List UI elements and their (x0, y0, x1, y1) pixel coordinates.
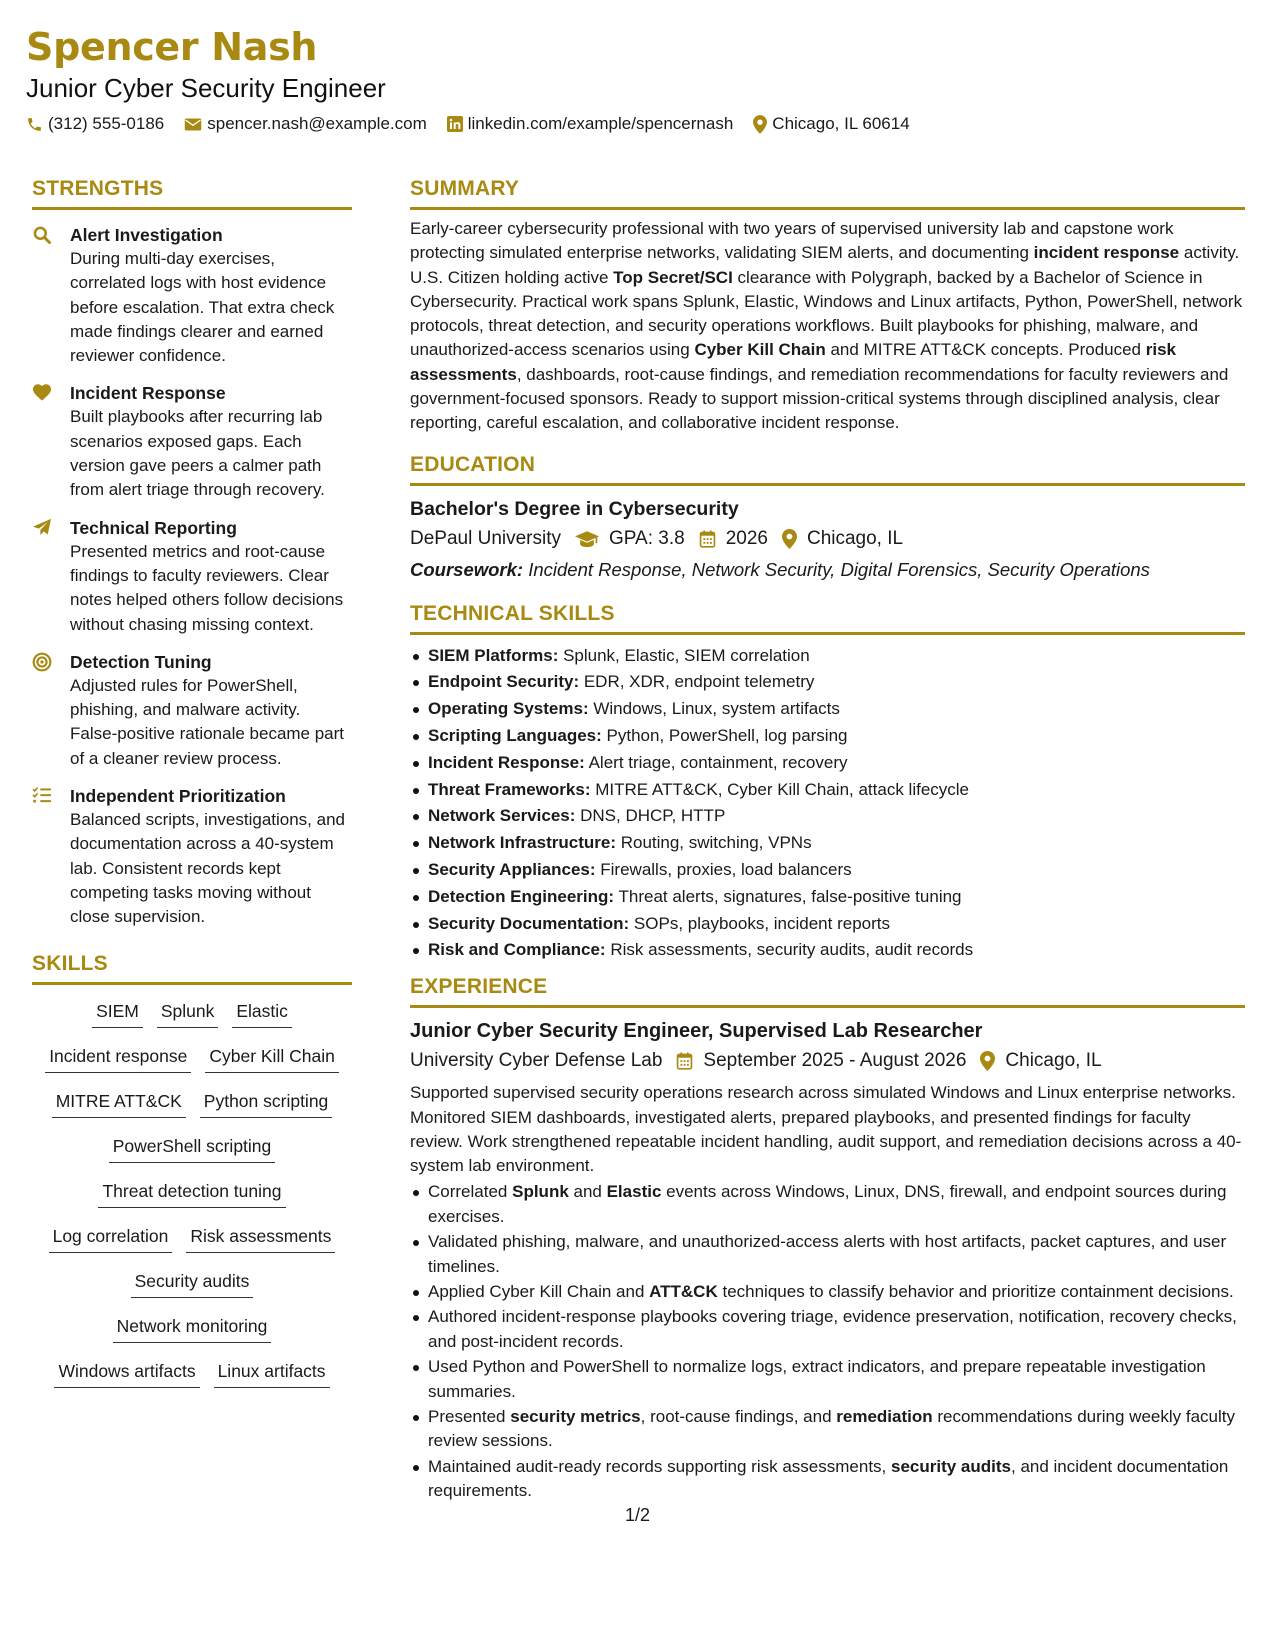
bullet-run: Used Python and PowerShell to normalize logs, extract indicators, and prepare repeatable investigation summaries. (428, 1357, 1206, 1401)
summary-run: activity. U.S. Citizen holding active (410, 243, 1240, 287)
skill-category: Risk and Compliance: (428, 940, 606, 960)
strength-title: Independent Prioritization (70, 786, 286, 807)
list-item (410, 803, 1245, 830)
skill-tag: Log correlation (49, 1222, 173, 1253)
gpa-text: GPA: 3.8 (609, 527, 685, 549)
skill-tag-row (32, 1357, 352, 1402)
bullet-run: techniques to classify behavior and prioritize containment decisions. (717, 1281, 1234, 1301)
skill-values: Splunk, Elastic, SIEM correlation (558, 645, 810, 665)
skill-category: Network Services: (428, 806, 576, 826)
coursework (410, 556, 1245, 584)
skill-category: Network Infrastructure: (428, 833, 616, 853)
skill-tag: Risk assessments (186, 1222, 335, 1253)
strength-item (32, 650, 352, 771)
phone-icon (26, 116, 43, 133)
job-title: Junior Cyber Security Engineer, Supervised Lab Researcher (410, 1020, 983, 1043)
skill-values: Risk assessments, security audits, audit records (605, 940, 974, 960)
skill-tag-row (32, 1312, 352, 1357)
bullet-run: Maintained audit-ready records supporting risk assessments, (428, 1456, 891, 1476)
skill-values: EDR, XDR, endpoint telemetry (579, 672, 815, 692)
list-item (410, 777, 1245, 804)
paper-plane-icon (32, 518, 52, 536)
skill-values: Python, PowerShell, log parsing (601, 726, 848, 746)
skill-category: Security Appliances: (428, 860, 596, 880)
job-meta (410, 1047, 1245, 1075)
skill-tag: PowerShell scripting (109, 1132, 276, 1163)
experience-heading: EXPERIENCE (410, 975, 548, 999)
summary-emphasis: risk assessments (410, 340, 1176, 384)
summary-emphasis: Top Secret/SCI (613, 267, 733, 287)
envelope-icon (184, 117, 202, 132)
skill-tag-row (32, 1042, 352, 1087)
summary-emphasis: Cyber Kill Chain (694, 340, 826, 360)
strength-description: Presented metrics and root-cause findings to faculty reviewers. Clear notes helped others follow decisions without chasing missing context. (70, 541, 344, 634)
skill-tag: SIEM (92, 997, 143, 1028)
strength-title: Technical Reporting (70, 517, 237, 538)
organization-name: University Cyber Defense Lab (410, 1050, 663, 1072)
technical-skills-list (410, 643, 1245, 965)
strength-title: Incident Response (70, 383, 226, 404)
bullet-run: Validated phishing, malware, and unauthorized-access alerts with host artifacts, packet captures, and user timelines. (428, 1232, 1227, 1276)
strength-description: Balanced scripts, investigations, and documentation across a 40-system lab. Consistent records kept competing tasks moving without close supervision. (70, 810, 345, 927)
list-item (410, 696, 1245, 723)
list-item (410, 830, 1245, 857)
strength-description: During multi-day exercises, correlated logs with host evidence before escalation. That extra check made findings clearer and earned reviewer confidence. (70, 249, 335, 366)
strength-item (32, 516, 352, 637)
list-item (410, 1305, 1245, 1354)
checklist-icon (32, 786, 52, 804)
list-item (410, 911, 1245, 938)
skill-tag: Network monitoring (113, 1312, 272, 1343)
job-dates: September 2025 - August 2026 (703, 1050, 967, 1072)
right-column (410, 176, 1245, 1505)
search-icon (32, 225, 52, 245)
section-divider (410, 632, 1245, 635)
strength-description: Built playbooks after recurring lab scenarios exposed gaps. Each version gave peers a calmer path from alert triage through recovery. (70, 407, 325, 500)
linkedin-icon (447, 116, 463, 132)
strengths-heading: STRENGTHS (32, 177, 164, 200)
linkedin-text: linkedin.com/example/spencernash (467, 114, 734, 133)
summary-heading: SUMMARY (410, 177, 520, 200)
list-item (410, 857, 1245, 884)
coursework-list: Incident Response, Network Security, Digital Forensics, Security Operations (523, 558, 1150, 580)
bullet-run: events across Windows, Linux, DNS, firewall, and endpoint sources during exercises. (428, 1182, 1227, 1226)
bullet-run: , root-cause findings, and (640, 1407, 837, 1427)
target-icon (32, 652, 52, 672)
strength-item (32, 223, 352, 368)
contact-linkedin[interactable] (447, 114, 734, 134)
list-item (410, 1355, 1245, 1404)
bullet-emphasis: security metrics (510, 1407, 641, 1427)
list-item (410, 1405, 1245, 1454)
calendar-icon (699, 530, 716, 548)
job-description: Supported supervised security operations research across simulated Windows and Linux enterprise networks. Monitored SIEM dashboards, investigated alerts, prepared playbooks, and presented findings for faculty review. Work strengthened repeatable incident handling, audit support, and remediation decisions across a 40-system lab environment. (410, 1083, 1242, 1176)
experience-bullets (410, 1180, 1245, 1503)
skill-values: Routing, switching, VPNs (615, 833, 812, 853)
strength-description: Adjusted rules for PowerShell, phishing, and malware activity. False-positive rationale became part of a cleaner review process. (70, 675, 345, 768)
skill-category: Security Documentation: (428, 913, 630, 933)
bullet-emphasis: Splunk (512, 1182, 569, 1202)
section-divider (32, 982, 352, 985)
skill-values: Firewalls, proxies, load balancers (595, 860, 852, 880)
skill-tag-row (32, 1222, 352, 1267)
bullet-emphasis: remediation (836, 1407, 933, 1427)
phone-text: (312) 555-0186 (48, 114, 165, 133)
list-item (410, 1180, 1245, 1229)
section-divider (410, 1005, 1245, 1008)
list-item (410, 750, 1245, 777)
contact-phone[interactable] (26, 114, 164, 134)
skill-tag: Python scripting (200, 1087, 333, 1118)
location-text: Chicago, IL 60614 (772, 114, 910, 133)
skill-values: Windows, Linux, system artifacts (588, 699, 840, 719)
email-text: spencer.nash@example.com (207, 114, 427, 133)
candidate-name: Spencer Nash (26, 25, 318, 69)
school-name: DePaul University (410, 527, 561, 549)
education-meta (410, 525, 1245, 553)
bullet-run: Authored incident-response playbooks covering triage, evidence preservation, notification, recovery checks, and post-incident records. (428, 1307, 1237, 1351)
skill-category: Incident Response: (428, 752, 585, 772)
job-location: Chicago, IL (1005, 1050, 1102, 1072)
list-item (410, 1455, 1245, 1504)
contact-email[interactable] (184, 114, 426, 134)
skill-tag-row (32, 1132, 352, 1177)
education-heading: EDUCATION (410, 452, 536, 476)
skill-values: Threat alerts, signatures, false-positive tuning (614, 886, 962, 906)
skill-tag: Splunk (157, 997, 219, 1028)
list-item (410, 723, 1245, 750)
summary-emphasis: incident response (1033, 243, 1180, 263)
skill-tag: Incident response (45, 1042, 191, 1073)
strength-title: Detection Tuning (70, 651, 212, 672)
skill-tag: Windows artifacts (54, 1357, 199, 1388)
skill-category: Threat Frameworks: (428, 779, 591, 799)
contact-bar (26, 114, 1249, 134)
skill-values: DNS, DHCP, HTTP (575, 806, 726, 826)
resume-header (26, 24, 1249, 134)
skill-category: Detection Engineering: (428, 886, 615, 906)
bullet-run: Applied Cyber Kill Chain and (428, 1281, 650, 1301)
summary-run: , dashboards, root-cause findings, and remediation recommendations for faculty reviewers and government-focused sponsors. Ready to support mission-critical systems through disciplined analysis, clear reporting, careful escalation, and collaborative incident response. (410, 364, 1229, 433)
list-item (410, 643, 1245, 670)
list-item (410, 884, 1245, 911)
degree-title: Bachelor's Degree in Cybersecurity (410, 497, 739, 520)
section-divider (410, 483, 1245, 486)
skill-tag: Security audits (131, 1267, 254, 1298)
summary-text (410, 217, 1245, 436)
list-item (410, 1280, 1245, 1304)
page-number: 1/2 (624, 1505, 651, 1525)
skill-category: SIEM Platforms: (428, 645, 559, 665)
bullet-run: Presented (428, 1407, 511, 1427)
section-divider (32, 207, 352, 210)
list-item (410, 937, 1245, 964)
bullet-run: Correlated (428, 1182, 513, 1202)
coursework-label: Coursework: (410, 558, 524, 580)
bullet-run: recommendations during weekly faculty review sessions. (428, 1407, 1235, 1451)
skill-tag: Cyber Kill Chain (205, 1042, 338, 1073)
skill-tag: Linux artifacts (214, 1357, 330, 1388)
skill-tag-row (32, 997, 352, 1042)
bullet-run: , and incident documentation requirements. (428, 1456, 1229, 1501)
list-item (410, 669, 1245, 696)
skill-category: Scripting Languages: (428, 726, 602, 746)
skill-category: Operating Systems: (428, 699, 589, 719)
calendar-icon (676, 1052, 693, 1070)
summary-run: and MITRE ATT&CK concepts. Produced (825, 340, 1146, 360)
graduation-cap-icon (575, 530, 599, 548)
strength-item (32, 381, 352, 502)
skill-tag-row (32, 1087, 352, 1132)
bullet-emphasis: ATT&CK (649, 1281, 718, 1301)
heart-icon (32, 383, 52, 401)
skill-tag: Elastic (232, 997, 292, 1028)
skill-tag: MITRE ATT&CK (52, 1087, 186, 1118)
bullet-emphasis: security audits (891, 1456, 1011, 1476)
map-pin-icon (980, 1051, 995, 1071)
skill-tag-row (32, 1177, 352, 1222)
skill-values: SOPs, playbooks, incident reports (629, 913, 890, 933)
skill-category: Endpoint Security: (428, 672, 580, 692)
left-column (32, 176, 352, 1402)
bullet-emphasis: Elastic (606, 1182, 662, 1202)
skill-tag: Threat detection tuning (98, 1177, 285, 1208)
strength-item (32, 784, 352, 929)
candidate-title: Junior Cyber Security Engineer (26, 73, 386, 103)
school-location: Chicago, IL (806, 527, 904, 549)
summary-run: Early-career cybersecurity professional with two years of supervised university lab and capstone work protecting simulated enterprise networks, validating SIEM alerts, and documenting (410, 219, 1174, 263)
technical-skills-heading: TECHNICAL SKILLS (410, 601, 615, 625)
graduation-year: 2026 (725, 527, 768, 549)
bullet-run: and (568, 1182, 607, 1202)
skill-tag-row (32, 1267, 352, 1312)
contact-location (753, 114, 909, 134)
map-pin-icon (782, 529, 797, 549)
skill-values: Alert triage, containment, recovery (584, 752, 848, 772)
section-divider (410, 207, 1245, 210)
strength-title: Alert Investigation (70, 225, 223, 245)
skill-tags (32, 997, 352, 1402)
summary-run: clearance with Polygraph, backed by a Bachelor of Science in Cybersecurity. Practical work spans Splunk, Elastic, Windows and Linux artifacts, Python, PowerShell, network protocols, threat detection, and security operations workflows. Built playbooks for phishing, malware, and unauthorized-access scenarios using (410, 267, 1243, 360)
map-pin-icon (753, 115, 767, 134)
skill-values: MITRE ATT&CK, Cyber Kill Chain, attack lifecycle (590, 779, 970, 799)
skills-heading: SKILLS (32, 951, 108, 975)
list-item (410, 1230, 1245, 1279)
